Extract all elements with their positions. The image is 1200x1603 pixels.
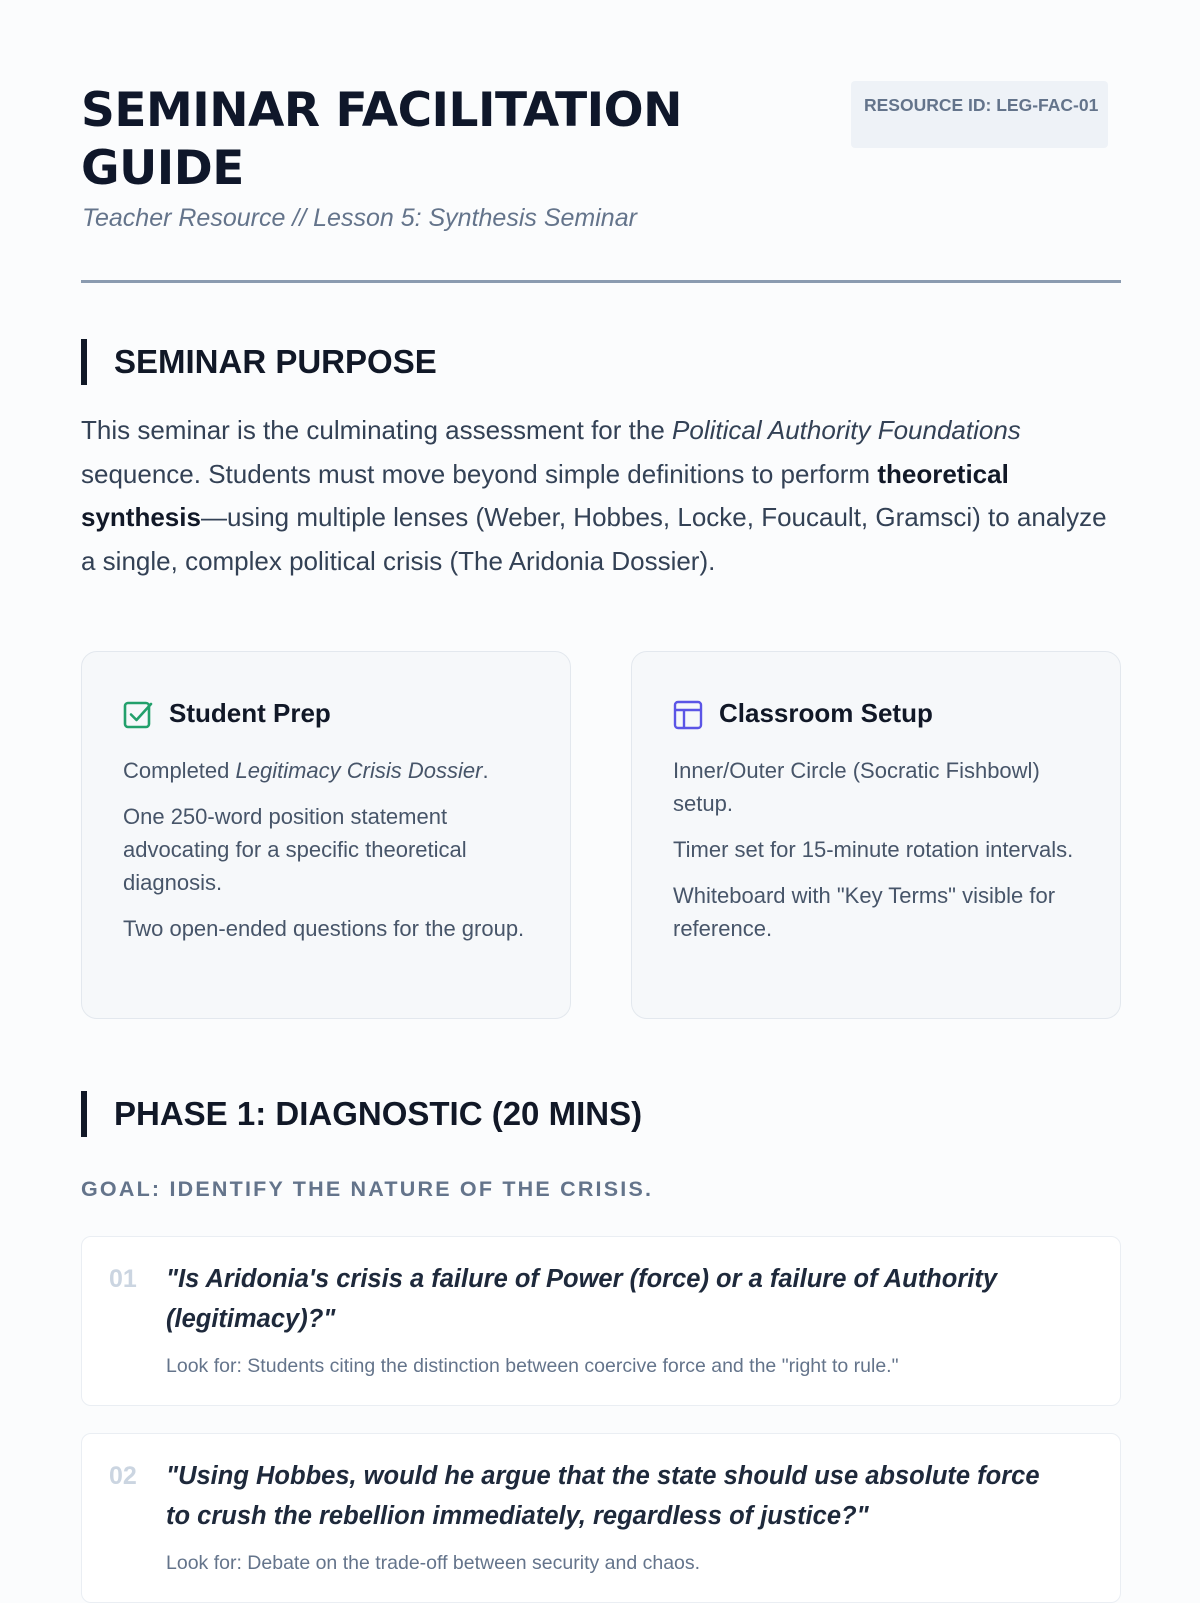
section-title: SEMINAR PURPOSE [114, 343, 437, 380]
question-number: 01 [109, 1265, 137, 1293]
look-for-note: Look for: Debate on the trade-off between security and chaos. [166, 1552, 701, 1574]
section-title: PHASE 1: DIAGNOSTIC (20 MINS) [114, 1095, 643, 1132]
purpose-text: sequence. Students must move beyond simple definitions to perform [81, 458, 878, 489]
page-title: SEMINAR FACILITATION GUIDE [81, 83, 682, 196]
purpose-key-term: theoretical synthesis [81, 458, 1009, 532]
purpose-course-name: Political Authority Foundations [672, 415, 1021, 445]
look-for-note: Look for: Students citing the distinction between coercive force and the "right to rule." [166, 1355, 899, 1377]
list-item-text: Completed [123, 758, 236, 783]
purpose-text: —using multiple lenses (Weber, Hobbes, Locke, Foucault, Gramsci) to analyze a single, complex political crisis (The Aridonia Dossier). [81, 502, 1107, 576]
page-subtitle: Teacher Resource // Lesson 5: Synthesis Seminar [82, 204, 637, 232]
student-prep-card [81, 651, 571, 1019]
list-item-text: . [482, 758, 489, 783]
header-divider [81, 280, 1121, 283]
section-accent-bar [81, 1091, 87, 1137]
list-item: Whiteboard with "Key Terms" visible for reference. [673, 883, 1056, 941]
card-title: Student Prep [169, 698, 331, 728]
layout-icon [672, 698, 704, 730]
list-item: Timer set for 15-minute rotation intervals. [673, 837, 1074, 862]
list-item [123, 754, 543, 787]
classroom-setup-list [673, 754, 1093, 958]
dossier-name: Legitimacy Crisis Dossier [235, 758, 483, 783]
purpose-paragraph [81, 409, 1121, 583]
resource-id-badge: RESOURCE ID: LEG-FAC-01 [851, 81, 1108, 148]
list-item: Two open-ended questions for the group. [123, 916, 525, 941]
question-text: "Is Aridonia's crisis a failure of Power (force) or a failure of Authority (legitimacy)?" [166, 1265, 998, 1333]
question-number: 02 [109, 1462, 137, 1490]
student-prep-list [123, 754, 543, 958]
section-accent-bar [81, 339, 87, 385]
list-item: Inner/Outer Circle (Socratic Fishbowl) setup. [673, 758, 1040, 816]
question-card [81, 1236, 1121, 1406]
classroom-setup-card [631, 651, 1121, 1019]
question-text: "Using Hobbes, would he argue that the state should use absolute force to crush the rebellion immediately, regardless of justice?" [166, 1462, 1040, 1530]
list-item: One 250-word position statement advocating for a specific theoretical diagnosis. [123, 804, 467, 895]
phase-goal: GOAL: IDENTIFY THE NATURE OF THE CRISIS. [81, 1177, 654, 1201]
checkbox-icon [122, 698, 154, 730]
card-title: Classroom Setup [719, 698, 933, 728]
question-card [81, 1433, 1121, 1603]
purpose-text: This seminar is the culminating assessment for the [81, 415, 673, 445]
header [81, 78, 1121, 283]
